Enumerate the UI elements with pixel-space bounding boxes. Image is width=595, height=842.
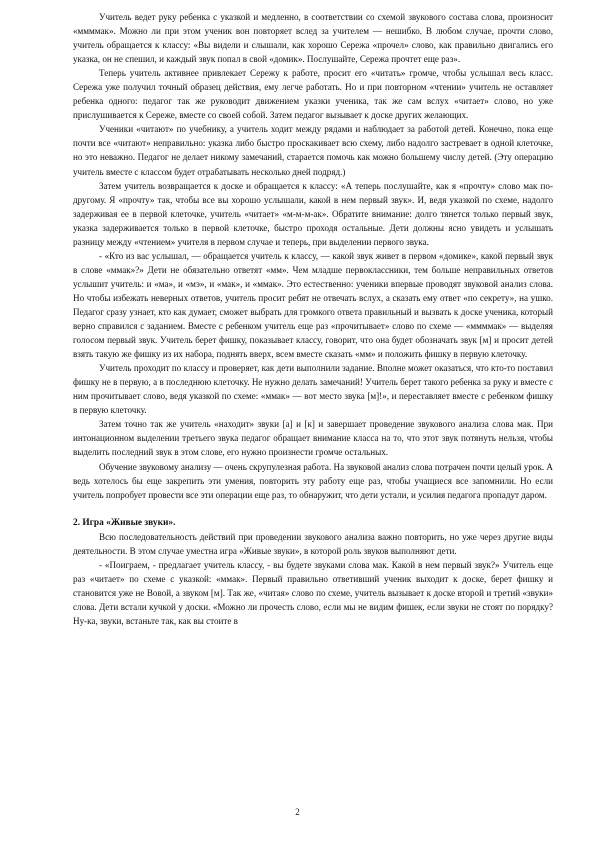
paragraph-7: Затем точно так же учитель «находит» звуки [а] и [к] и завершает проведение звукового анализа слова мак. При интонационном выделении третьего звука педагог обращает внимание класса на то, что этот звук потянуть нельзя, чтобы выделить последний звук в этом слове, его нужно произнести громче остальных. [73, 419, 553, 458]
section-paragraph-2: - «Поиграем, - предлагает учитель классу, - вы будете звуками слова мак. Какой в нем первый звук?» Учитель еще раз «читает» по схеме с указкой: «ммак». Первый правильно ответивший ученик выходит к доске, берет фишку и становится уже не Вовой, а звуком [м]. Так же, «читая» слово по схеме, учитель вызывает к доске второй и третий «звуки» слова. Дети встали кучкой у доски. «Можно ли прочесть слово, если мы не видим фишек, если звуки не стоят по порядку? Ну-ка, звуки, встаньте так, как вы стоите в [73, 559, 553, 626]
paragraph-2: Теперь учитель активнее привлекает Сережу к работе, просит его «читать» громче, чтобы услышал весь класс. Сережа уже получил точный образец действия, ему легче работать. Но и при повторном «чтении» учитель не оставляет ребенка одного: педагог так же руководит движением указки ученика, так же сам вслух «читает» слово, но уже прислушивается к Сереже, вместе со своей собой. Затем педагог вызывает к доске других желающих. [73, 68, 553, 121]
paragraph-8: Обучение звуковому анализу — очень скрупулезная работа. На звуковой анализ слова потрачен почти целый урок. А ведь хотелось бы еще закрепить эти умения, повторить эту работу еще раз, чтобы учащиеся все запомнили. Но если учитель попробует провести все эти операции еще раз, то обнаружит, что дети устали, и усилия педагога пропадут даром. [73, 461, 553, 500]
page-body [73, 10, 553, 628]
paragraph-6: Учитель проходит по классу и проверяет, как дети выполнили задание. Вполне может оказаться, что кто-то поставил фишку не в первую, а в последнюю клеточку. Не нужно делать замечаний! Учитель берет такого ребенка за руку и вместе с ним прочитывает слово, ведя указкой по схеме: «ммак» — вот место звука [м]!», и переставляет вместе с ребенком фишку в первую клеточку. [73, 363, 553, 416]
section-heading: 2. Игра «Живые звуки». [73, 517, 176, 528]
paragraph-1: Учитель ведет руку ребенка с указкой и медленно, в соответствии со схемой звукового состава слова, произносит «ммммак». Можно ли при этом ученик вон повторяет вслед за учителем — нешибко. В любом случае, прочти слово, учитель обращается к классу: «Вы видели и слышали, как хорошо Сережа «прочел» слово, как правильно двигались его указка, он не спешил, и каждый звук попал в свой «домик». Послушайте, Сережа прочтет еще раз». [73, 12, 553, 65]
paragraph-5: - «Кто из вас услышал, — обращается учитель к классу, — какой звук живет в первом «домике», какой первый звук в слове «ммак»?» Дети не обязательно ответят «мм». Чем младше первоклассники, тем больше неправильных ответов услышит учитель: и «ма», и «мэ», и «мак», и «ммак». Это естественно: ученики впервые проводят звуковой анализ слова. Но чтобы избежать неверных ответов, учитель просит ребят не отвечать вслух, а сказать ему ответ «по секрету», на ушко. Педагог сразу узнает, кто как думает, сможет выбрать для громкого ответа правильный и вызвать к доске ученика, который верно справился с заданием. Вместе с ребенком учитель еще раз «прочитывает» слово по схеме — «ммммак» — выделяя голосом первый звук. Учитель берет фишку, показывает классу, говорит, что она будет обозначать звук [м] и просит детей взять такую же фишку из их набора, поднять вверх, всем вместе сказать «мм» и положить фишку в первую клеточку. [73, 250, 553, 360]
page-number: 2 [295, 807, 300, 817]
paragraph-3: Ученики «читают» по учебнику, а учитель ходит между рядами и наблюдает за работой детей. Конечно, пока еще почти все «читают» неправильно: указка либо быстро проскакивает всю схему, либо надолго застревает в одной клеточке, но это неважно. Педагог не делает никому замечаний, старается помочь как можно большему числу детей. (Эту операцию учитель вместе с классом будет отрабатывать несколько дней подряд.) [73, 124, 553, 177]
section-paragraph-1: Всю последовательность действий при проведении звукового анализа важно повторить, но уже через другие виды деятельности. В этом случае уместна игра «Живые звуки», в которой роль звуков выполняют дети. [73, 531, 553, 556]
paragraph-4: Затем учитель возвращается к доске и обращается к классу: «А теперь послушайте, как я «прочту» слово мак по-другому. Я «прочту» так, чтобы все вы хорошо услышали, какой в нем первый звук». И, ведя указкой по схеме, надолго задерживая ее в первой клеточке, учитель «читает» «м-м-м-ак». Обратите внимание: долго тянется только первый звук, указка задерживается только в первой клеточке, быстро проходя остальные. Дети должны ясно увидеть и услышать разницу между «чтением» учителя в первом случае и теперь, при выделении первого звука. [73, 180, 553, 247]
